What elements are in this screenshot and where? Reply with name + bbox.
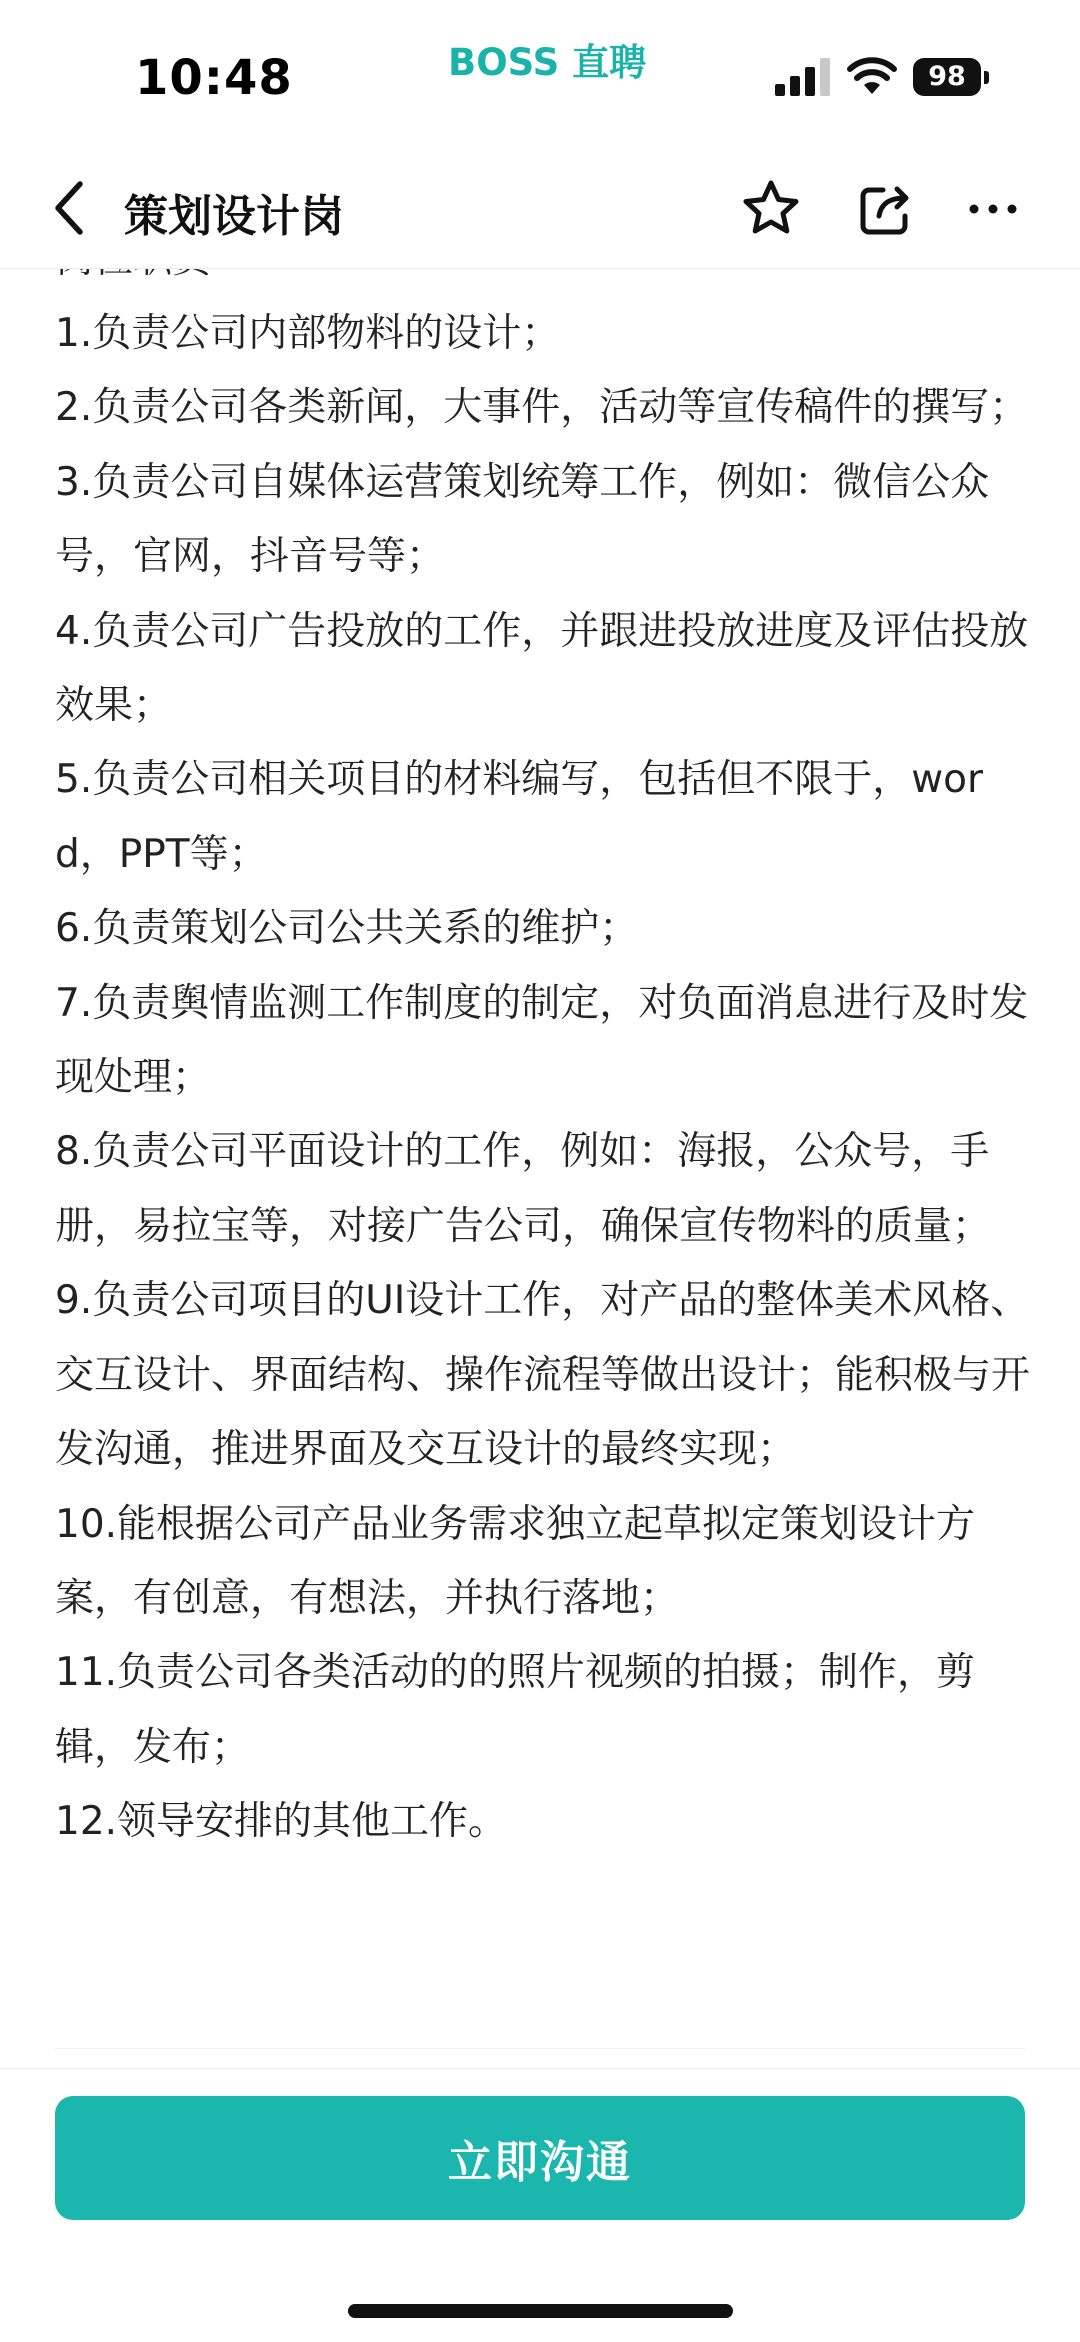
duty-item: 8.负责公司平面设计的工作，例如：海报，公众号，手册，易拉宝等，对接广告公司，确保宣传物料的质量； bbox=[55, 1129, 992, 1249]
chat-now-button[interactable]: 立即沟通 bbox=[55, 2096, 1025, 2220]
duty-item: 5.负责公司相关项目的材料编写，包括但不限于，word，PPT等； bbox=[55, 757, 984, 877]
duty-item: 9.负责公司项目的UI设计工作，对产品的整体美术风格、交互设计、界面结构、操作流程等做出设计；能积极与开发沟通，推进界面及交互设计的最终实现； bbox=[55, 1278, 1031, 1473]
duty-item: 6.负责策划公司公共关系的维护； bbox=[55, 906, 639, 952]
battery-level: 98 bbox=[913, 58, 981, 96]
signal-icon bbox=[775, 58, 831, 96]
nav-bar bbox=[0, 150, 1080, 269]
back-icon[interactable] bbox=[50, 178, 90, 238]
duty-item: 10.能根据公司产品业务需求独立起草拟定策划设计方案，有创意，有想法，并执行落地； bbox=[55, 1501, 976, 1621]
wifi-icon bbox=[847, 56, 897, 96]
more-icon[interactable] bbox=[966, 184, 1020, 234]
battery-tip bbox=[984, 71, 989, 84]
share-icon[interactable] bbox=[855, 180, 915, 240]
status-bar bbox=[0, 0, 1080, 150]
duty-item: 7.负责舆情监测工作制度的制定，对负面消息进行及时发现处理； bbox=[55, 980, 1029, 1101]
bottom-action-bar bbox=[0, 2068, 1080, 2342]
job-description-body bbox=[55, 223, 1030, 1860]
battery-indicator bbox=[913, 58, 989, 96]
duty-item: 2.负责公司各类新闻，大事件，活动等宣传稿件的撰写； bbox=[55, 385, 1029, 431]
duty-item: 1.负责公司内部物料的设计； bbox=[55, 311, 561, 356]
brand-logo-text: BOSS 直聘 bbox=[448, 41, 647, 84]
duty-list bbox=[55, 297, 1030, 1860]
page-title: 策划设计岗 bbox=[124, 191, 344, 242]
home-indicator[interactable] bbox=[348, 2304, 733, 2318]
duty-item: 4.负责公司广告投放的工作，并跟进投放进度及评估投放效果； bbox=[55, 608, 1029, 729]
duty-item: 12.领导安排的其他工作。 bbox=[55, 1799, 508, 1845]
duty-item: 11.负责公司各类活动的的照片视频的拍摄；制作，剪辑，发布； bbox=[55, 1650, 976, 1770]
star-icon[interactable] bbox=[740, 178, 802, 240]
duty-item: 3.负责公司自媒体运营策划统筹工作，例如：微信公众号，官网，抖音号等； bbox=[55, 459, 990, 580]
status-time: 10:48 bbox=[135, 50, 293, 106]
job-description[interactable] bbox=[0, 268, 1080, 2068]
divider bbox=[55, 2048, 1025, 2049]
